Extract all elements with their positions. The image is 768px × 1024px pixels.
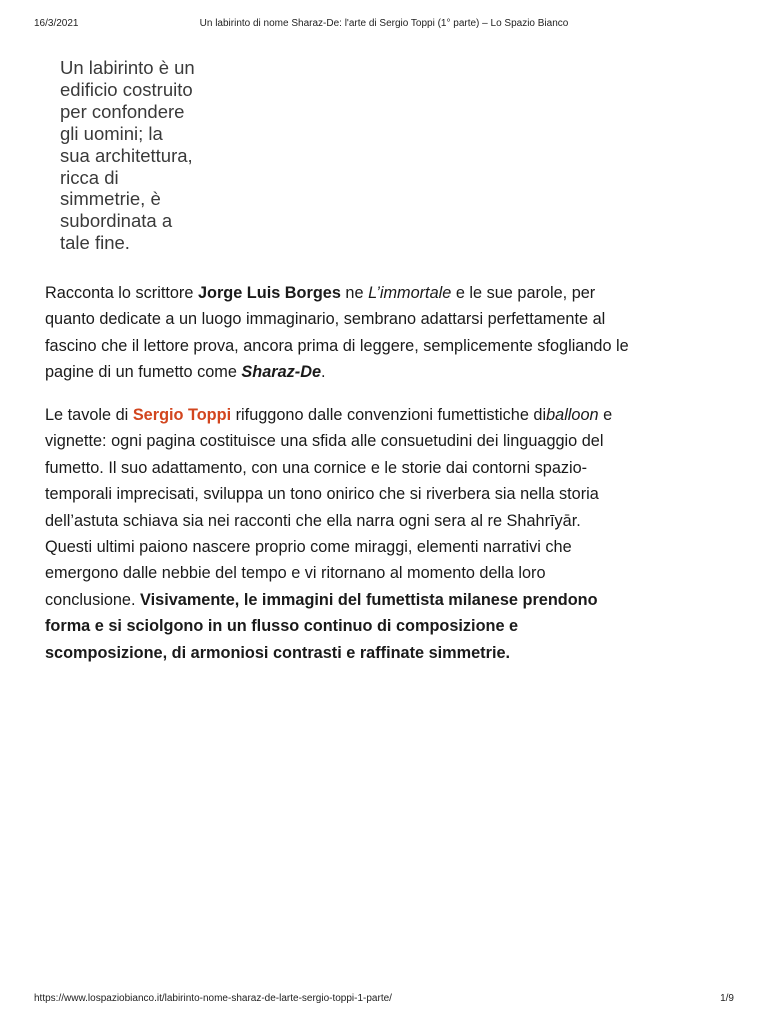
text-line: temporali imprecisati, sviluppa un tono onirico che si riverbera sia nella storia	[45, 485, 599, 504]
text-run: e	[598, 406, 613, 424]
text-run: Racconta lo scrittore	[45, 284, 198, 302]
text-line: quanto dedicate a un luogo immaginario, sembrano adattarsi perfettamente al	[45, 310, 606, 329]
text-run: .	[321, 363, 326, 382]
bold-statement-line: forma e si sciolgono in un flusso continuo di composizione e	[45, 617, 519, 636]
text-line: fascino che il lettore prova, ancora prima di leggere, semplicemente sfogliando le	[45, 336, 629, 355]
borges-quote	[60, 57, 220, 254]
print-footer-page: 1/9	[720, 993, 734, 1004]
bold-statement-line: scomposizione, di armoniosi contrasti e raffinate simmetrie.	[45, 643, 511, 662]
quote-line: edificio costruito	[60, 78, 193, 100]
text-run: conclusione.	[45, 590, 141, 609]
balloon-term: balloon	[546, 406, 599, 424]
print-header-title: Un labirinto di nome Sharaz-De: l'arte di Sergio Toppi (1° parte) – Lo Spazio Bianco	[199, 18, 569, 29]
quote-line: per confondere	[60, 100, 185, 122]
text-run: ne	[340, 284, 369, 302]
text-run: pagine di un fumetto come	[45, 363, 242, 382]
quote-line: Un labirinto è un	[60, 57, 195, 78]
text-line	[45, 359, 735, 385]
author-name: Jorge Luis Borges	[197, 284, 341, 302]
text-line: dell’astuta schiava sia nei racconti che ella narra ogni sera al re Shahrīyār.	[45, 511, 581, 530]
bold-statement: Visivamente, le immagini del fumettista milanese prendono	[140, 590, 598, 609]
artist-name-link[interactable]: Sergio Toppi	[132, 406, 232, 424]
quote-line: ricca di	[60, 166, 119, 188]
analysis-paragraph	[45, 402, 735, 666]
text-run: Le tavole di	[45, 406, 133, 424]
intro-paragraph	[45, 280, 735, 386]
text-line	[45, 587, 735, 613]
text-line	[45, 280, 735, 306]
print-header-date: 16/3/2021	[34, 18, 79, 29]
text-line: vignette: ogni pagina costituisce una sfida alle consuetudini dei linguaggio del	[45, 432, 604, 451]
text-line: emergono dalle nebbie del tempo e vi ritornano al momento della loro	[45, 564, 546, 583]
quote-line: gli uomini; la	[60, 122, 163, 144]
print-footer-url: https://www.lospaziobianco.it/labirinto-nome-sharaz-de-larte-sergio-toppi-1-parte/	[34, 993, 392, 1004]
book-title: L’immortale	[368, 284, 452, 302]
text-line: fumetto. Il suo adattamento, con una cornice e le storie dai contorni spazio-	[45, 458, 588, 477]
comic-title: Sharaz-De	[241, 363, 322, 382]
text-run: e le sue parole, per	[451, 284, 596, 302]
quote-line: simmetrie, è	[60, 188, 161, 210]
quote-line: subordinata a	[60, 210, 173, 232]
text-line: Questi ultimi paiono nascere proprio come miraggi, elementi narrativi che	[45, 538, 572, 557]
quote-line: tale fine.	[60, 232, 130, 254]
text-line	[45, 402, 735, 428]
quote-line: sua architettura,	[60, 144, 193, 166]
text-run: rifuggono dalle convenzioni fumettistiche di	[231, 406, 547, 424]
